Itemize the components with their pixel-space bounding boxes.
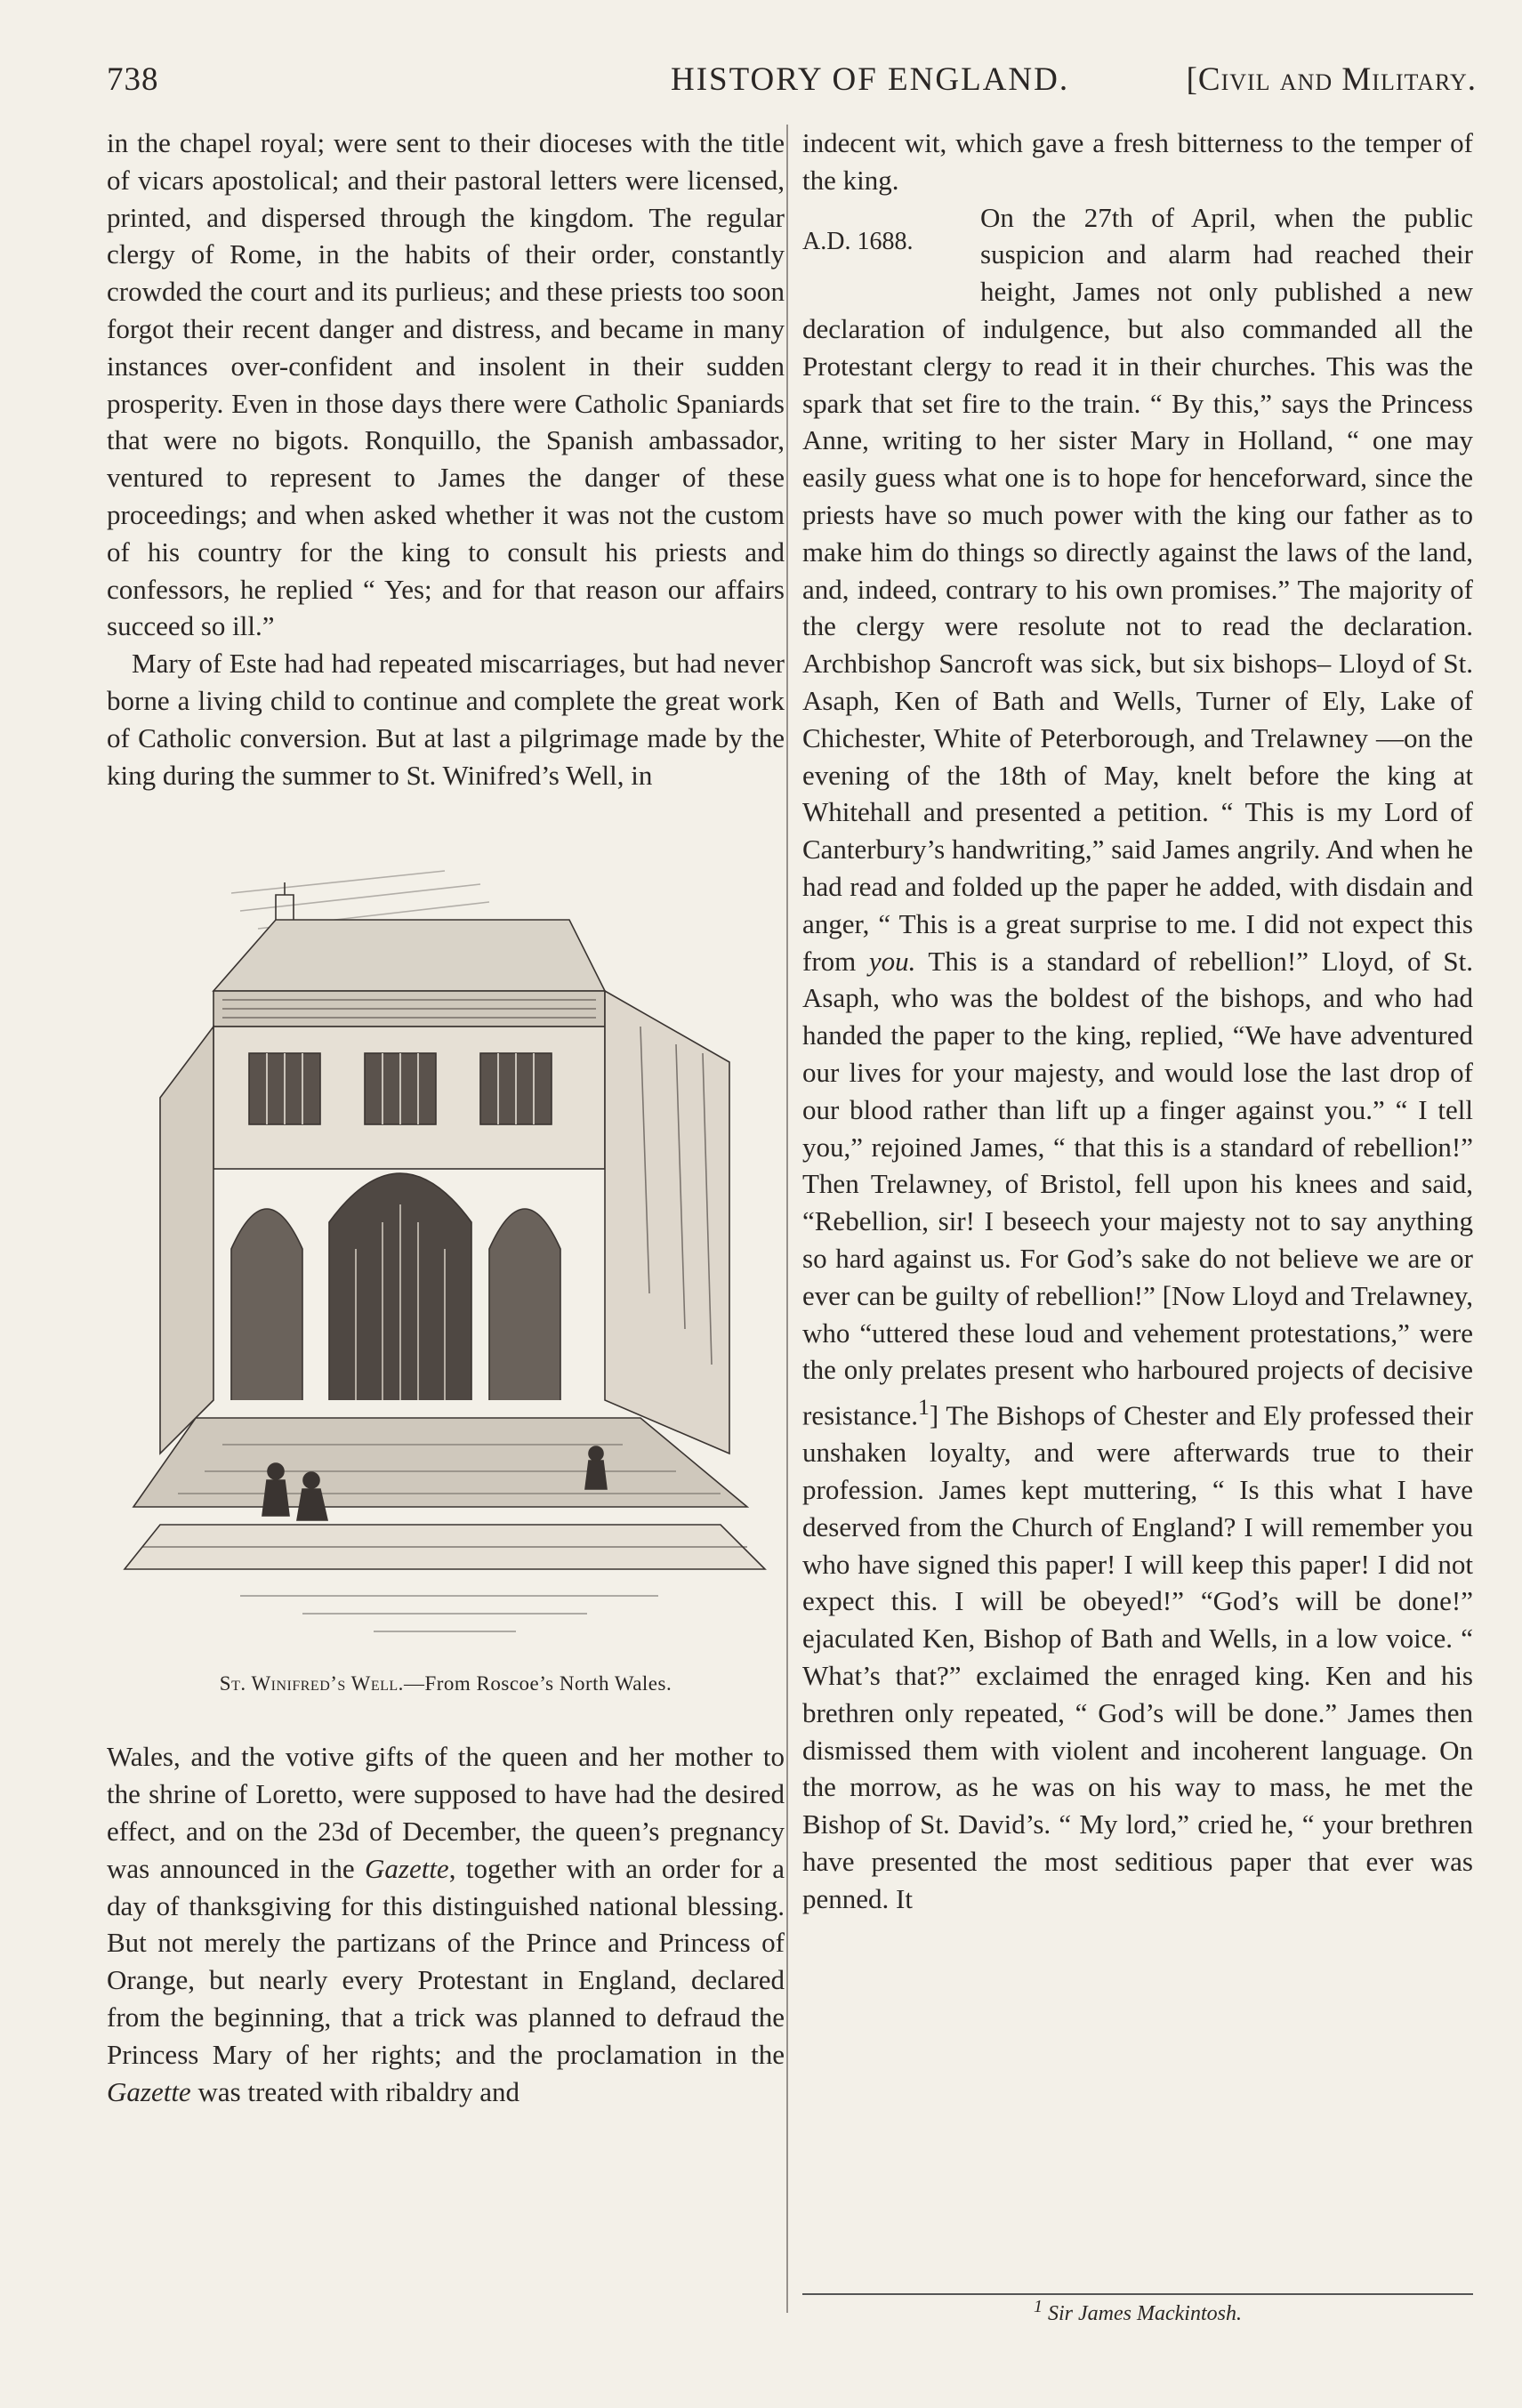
right-column [802, 125, 1473, 1918]
italic-text: Gazette [365, 1852, 449, 1884]
text-span: was treated with ribaldry and [190, 2075, 519, 2107]
text-span: , together with an order for a day of thanksgiving for this distinguished national blessing. But not merely the partizans of the Prince and Princess of Orange, but nearly every Protestant in England, declared from the beginning, that a trick was planned to defraud the Princess Mary of her rights; and the proclamation in the [107, 1852, 785, 2070]
section-title: [Civil and Military. [1186, 61, 1477, 98]
running-title: HISTORY OF ENGLAND. [671, 61, 1070, 98]
paragraph: Mary of Este had had repeated miscarriages, but had never borne a living child to continue and complete the great work of Catholic conversion. But at last a pilgrimage made by the king during the summer to St. Winifred’s Well, in [107, 648, 785, 791]
paragraph [107, 1738, 785, 2110]
left-column [107, 125, 785, 2110]
column-divider [786, 125, 788, 2313]
text-span: ] The Bishops of Chester and Ely professed their unshaken loyalty, and were afterwards true to their profession. James kept muttering, “ Is this what I have deserved from the Church of England? I will remember you who have signed this paper! I will keep this paper! I did not expect this. I will be obeyed!” “God’s will be done!” ejaculated Ken, Bishop of Bath and Wells, in a low voice. “ What’s that?” exclaimed the enraged king. Ken and his brethren only repeated, “ God’s will be done.” James then dismissed them with violent and incoherent language. On the morrow, as he was on his way to mass, he met the Bishop of St. David’s. “ My lord,” cried he, “ your brethren have presented the most seditious paper that ever was penned. It [802, 1399, 1473, 1914]
italic-text: Gazette [107, 2075, 191, 2107]
footnote-marker: 1 [917, 1394, 930, 1421]
paragraph: in the chapel royal; were sent to their dioceses with the title of vicars apostolical; and their pastoral letters were licensed, printed, and dispersed through the kingdom. The regular clergy of Rome, in the habits of their order, constantly crowded the court and its purlieus; and these priests too soon forgot their recent danger and distress, and became in many instances over-confident and insolent in their sudden prosperity. Even in those days there were Catholic Spaniards that were no bigots. Ronquillo, the Spanish ambassador, ventured to represent to James the danger of these proceedings; and when asked whether it was not the custom of his country for the king to consult his priests and confessors, he replied “ Yes; and for that reason our affairs succeed so ill.” [107, 127, 785, 642]
paragraph: indecent wit, which gave a fresh bitterness to the temper of the king. [802, 127, 1473, 196]
paragraph [802, 199, 1473, 1918]
footnote [802, 2297, 1473, 2326]
page-number: 738 [107, 61, 159, 98]
text-span: This is a standard of rebellion!” Lloyd, of St. Asaph, who was the boldest of the bishops, and who had handed the paper to the king, replied, “We have adventured our lives for your majesty, and would lose the last drop of our blood rather than lift up a finger against you.” “ I tell you,” rejoined James, “ that this is a standard of rebellion!” Then Trelawney, of Bristol, fell upon his knees and said, “Rebellion, sir! I beseech your majesty not to say anything so hard against us. For God’s sake do not believe we are or ever can be guilty of rebellion!” [Now Lloyd and Trelawney, who “uttered these loud and vehement protestations,” were the only prelates present who harboured projects of decisive resistance. [802, 945, 1473, 1431]
italic-text: you. [868, 945, 916, 977]
text-span: On the 27th of April, when the public suspicion and alarm had reached their height, James not only published a new declaration of indulgence, but also commanded all the Protestant clergy to read it in their churches. This was the spark that set fire to the train. “ By this,” says the Princess Anne, writing to her sister Mary in Holland, “ one may easily guess what one is to hope for henceforward, since the priests have so much power with the king our father as to make him do things so directly against the laws of the land, and, indeed, contrary to his own promises.” The majority of the clergy were resolute not to read the declaration. Archbishop Sancroft was sick, but six bishops– Lloyd of St. Asaph, Ken of Bath and Wells, Turner of Ely, Lake of Chichester, White of Peterborough, and Trelawney —on the evening of the 18th of May, knelt before the king at Whitehall and presented a petition. “ This is my Lord of Canterbury’s handwriting,” said James angrily. And when he had read and folded up the paper he added, with disdain and anger, “ This is a great surprise to me. I did not expect this from [802, 201, 1473, 977]
running-header [107, 52, 1477, 105]
figure-caption [107, 1671, 785, 1697]
footnote-rule [802, 2293, 1473, 2295]
engraving-figure [107, 831, 785, 1720]
text-span: Wales, and the votive gifts of the queen and her mother to the shrine of Loretto, were supposed to have had the desired effect, and on the 23d of December, the queen’s pregnancy was announced in the [107, 1741, 785, 1884]
margin-date: A.D. 1688. [802, 227, 914, 255]
caption-title: St. Winifred’s Well. [219, 1672, 404, 1695]
caption-source: —From Roscoe’s North Wales. [403, 1672, 672, 1695]
footnote-text: Sir James Mackintosh. [1048, 2302, 1242, 2325]
st-winifreds-well-engraving [107, 831, 785, 1658]
footnote-mark: 1 [1034, 2297, 1043, 2316]
